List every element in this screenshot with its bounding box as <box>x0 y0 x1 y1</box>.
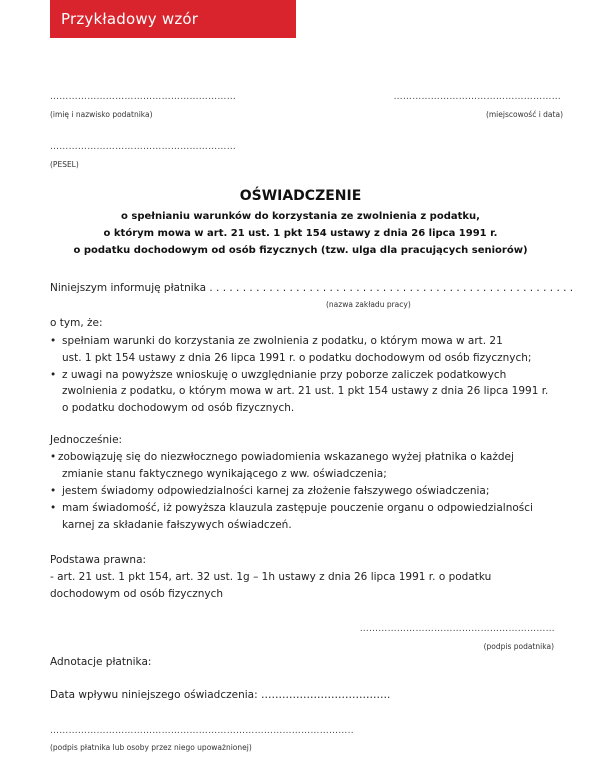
employer-name-label: (nazwa zakładu pracy) <box>326 300 411 309</box>
payer-signature-label: (podpis płatnika lub osoby przez niego upoważnionej) <box>50 743 252 752</box>
taxpayer-name-field: …………………………………………………… <box>50 92 236 102</box>
bullet-marker: • <box>50 369 57 381</box>
place-date-field: ……………………………………………… <box>393 92 561 102</box>
document-banner: Przykładowy wzór oświadczenia <box>50 0 296 38</box>
pesel-field: …………………………………………………… <box>50 142 236 152</box>
bullet-5-line-1: mam świadomość, iż powyższa klauzula zastępuje pouczenie organu o odpowiedzialności <box>62 502 533 514</box>
bullet-2-line-3: o podatku dochodowym od osób fizycznych. <box>62 402 295 414</box>
legal-basis-heading: Podstawa prawna: <box>50 554 147 566</box>
taxpayer-signature-label: (podpis podatnika) <box>483 642 554 651</box>
bullet-marker: • <box>50 335 57 347</box>
bullet-3-line-1: zobowiązuję się do niezwłocznego powiadomienia wskazanego wyżej płatnika o każdej <box>58 451 514 463</box>
bullet-4-line-1: jestem świadomy odpowiedzialności karnej za złożenie fałszywego oświadczenia; <box>62 485 490 497</box>
document-title: OŚWIADCZENIE <box>239 188 362 204</box>
legal-basis-line-2: dochodowym od osób fizycznych <box>50 588 224 600</box>
intro-text: o tym, że: <box>50 317 103 329</box>
bullet-1-line-2: ust. 1 pkt 154 ustawy z dnia 26 lipca 1991 r. o podatku dochodowym od osób fizycznych; <box>62 352 532 364</box>
bullet-2-line-1: z uwagi na powyższe wnioskuję o uwzględnianie przy poborze zaliczek podatkowych <box>62 369 507 381</box>
bullet-marker: • <box>50 502 57 514</box>
payer-signature-field: …………………………………………………………………………………….. <box>50 726 354 736</box>
bullet-marker: • <box>50 485 57 497</box>
subtitle-line-3: o podatku dochodowym od osób fizycznych (tzw. ulga dla pracujących seniorów) <box>73 245 528 256</box>
legal-basis-line-1: - art. 21 ust. 1 pkt 154, art. 32 ust. 1g – 1h ustawy z dnia 26 lipca 1991 r. o podatku <box>50 571 492 583</box>
bullet-marker: • <box>50 451 57 463</box>
pesel-label: (PESEL) <box>50 160 79 169</box>
taxpayer-name-label: (imię i nazwisko podatnika) <box>50 110 153 119</box>
bullet-1-line-1: spełniam warunki do korzystania ze zwolnienia z podatku, o którym mowa w art. 21 <box>62 335 503 347</box>
bullet-5-line-2: karnej za składanie fałszywych oświadczeń. <box>62 519 292 531</box>
inform-payer-line: Niniejszym informuję płatnika . . . . . . . . . . . . . . . . . . . . . . . . . . . . . . . . . . . . . . . . . . . . . . . . . . . . . . . <box>50 282 574 294</box>
bullet-2-line-2: zwolnienia z podatku, o którym mowa w art. 21 ust. 1 pkt 154 ustawy z dnia 26 lipca 1991 r. <box>62 385 549 397</box>
bullet-3-line-2: zmianie stanu faktycznego wynikającego z ww. oświadczenia; <box>62 468 387 480</box>
simultaneously-heading: Jednocześnie: <box>50 434 123 446</box>
subtitle-line-1: o spełnianiu warunków do korzystania ze zwolnienia z podatku, <box>121 211 480 222</box>
place-date-label: (miejscowość i data) <box>485 110 563 119</box>
taxpayer-signature-field: ……………………………………………………… <box>359 624 555 634</box>
receipt-date-line: Data wpływu niniejszego oświadczenia: ………………………………. <box>50 689 391 701</box>
payer-notes-heading: Adnotacje płatnika: <box>50 656 152 668</box>
subtitle-line-2: o którym mowa w art. 21 ust. 1 pkt 154 ustawy z dnia 26 lipca 1991 r. <box>103 228 498 239</box>
